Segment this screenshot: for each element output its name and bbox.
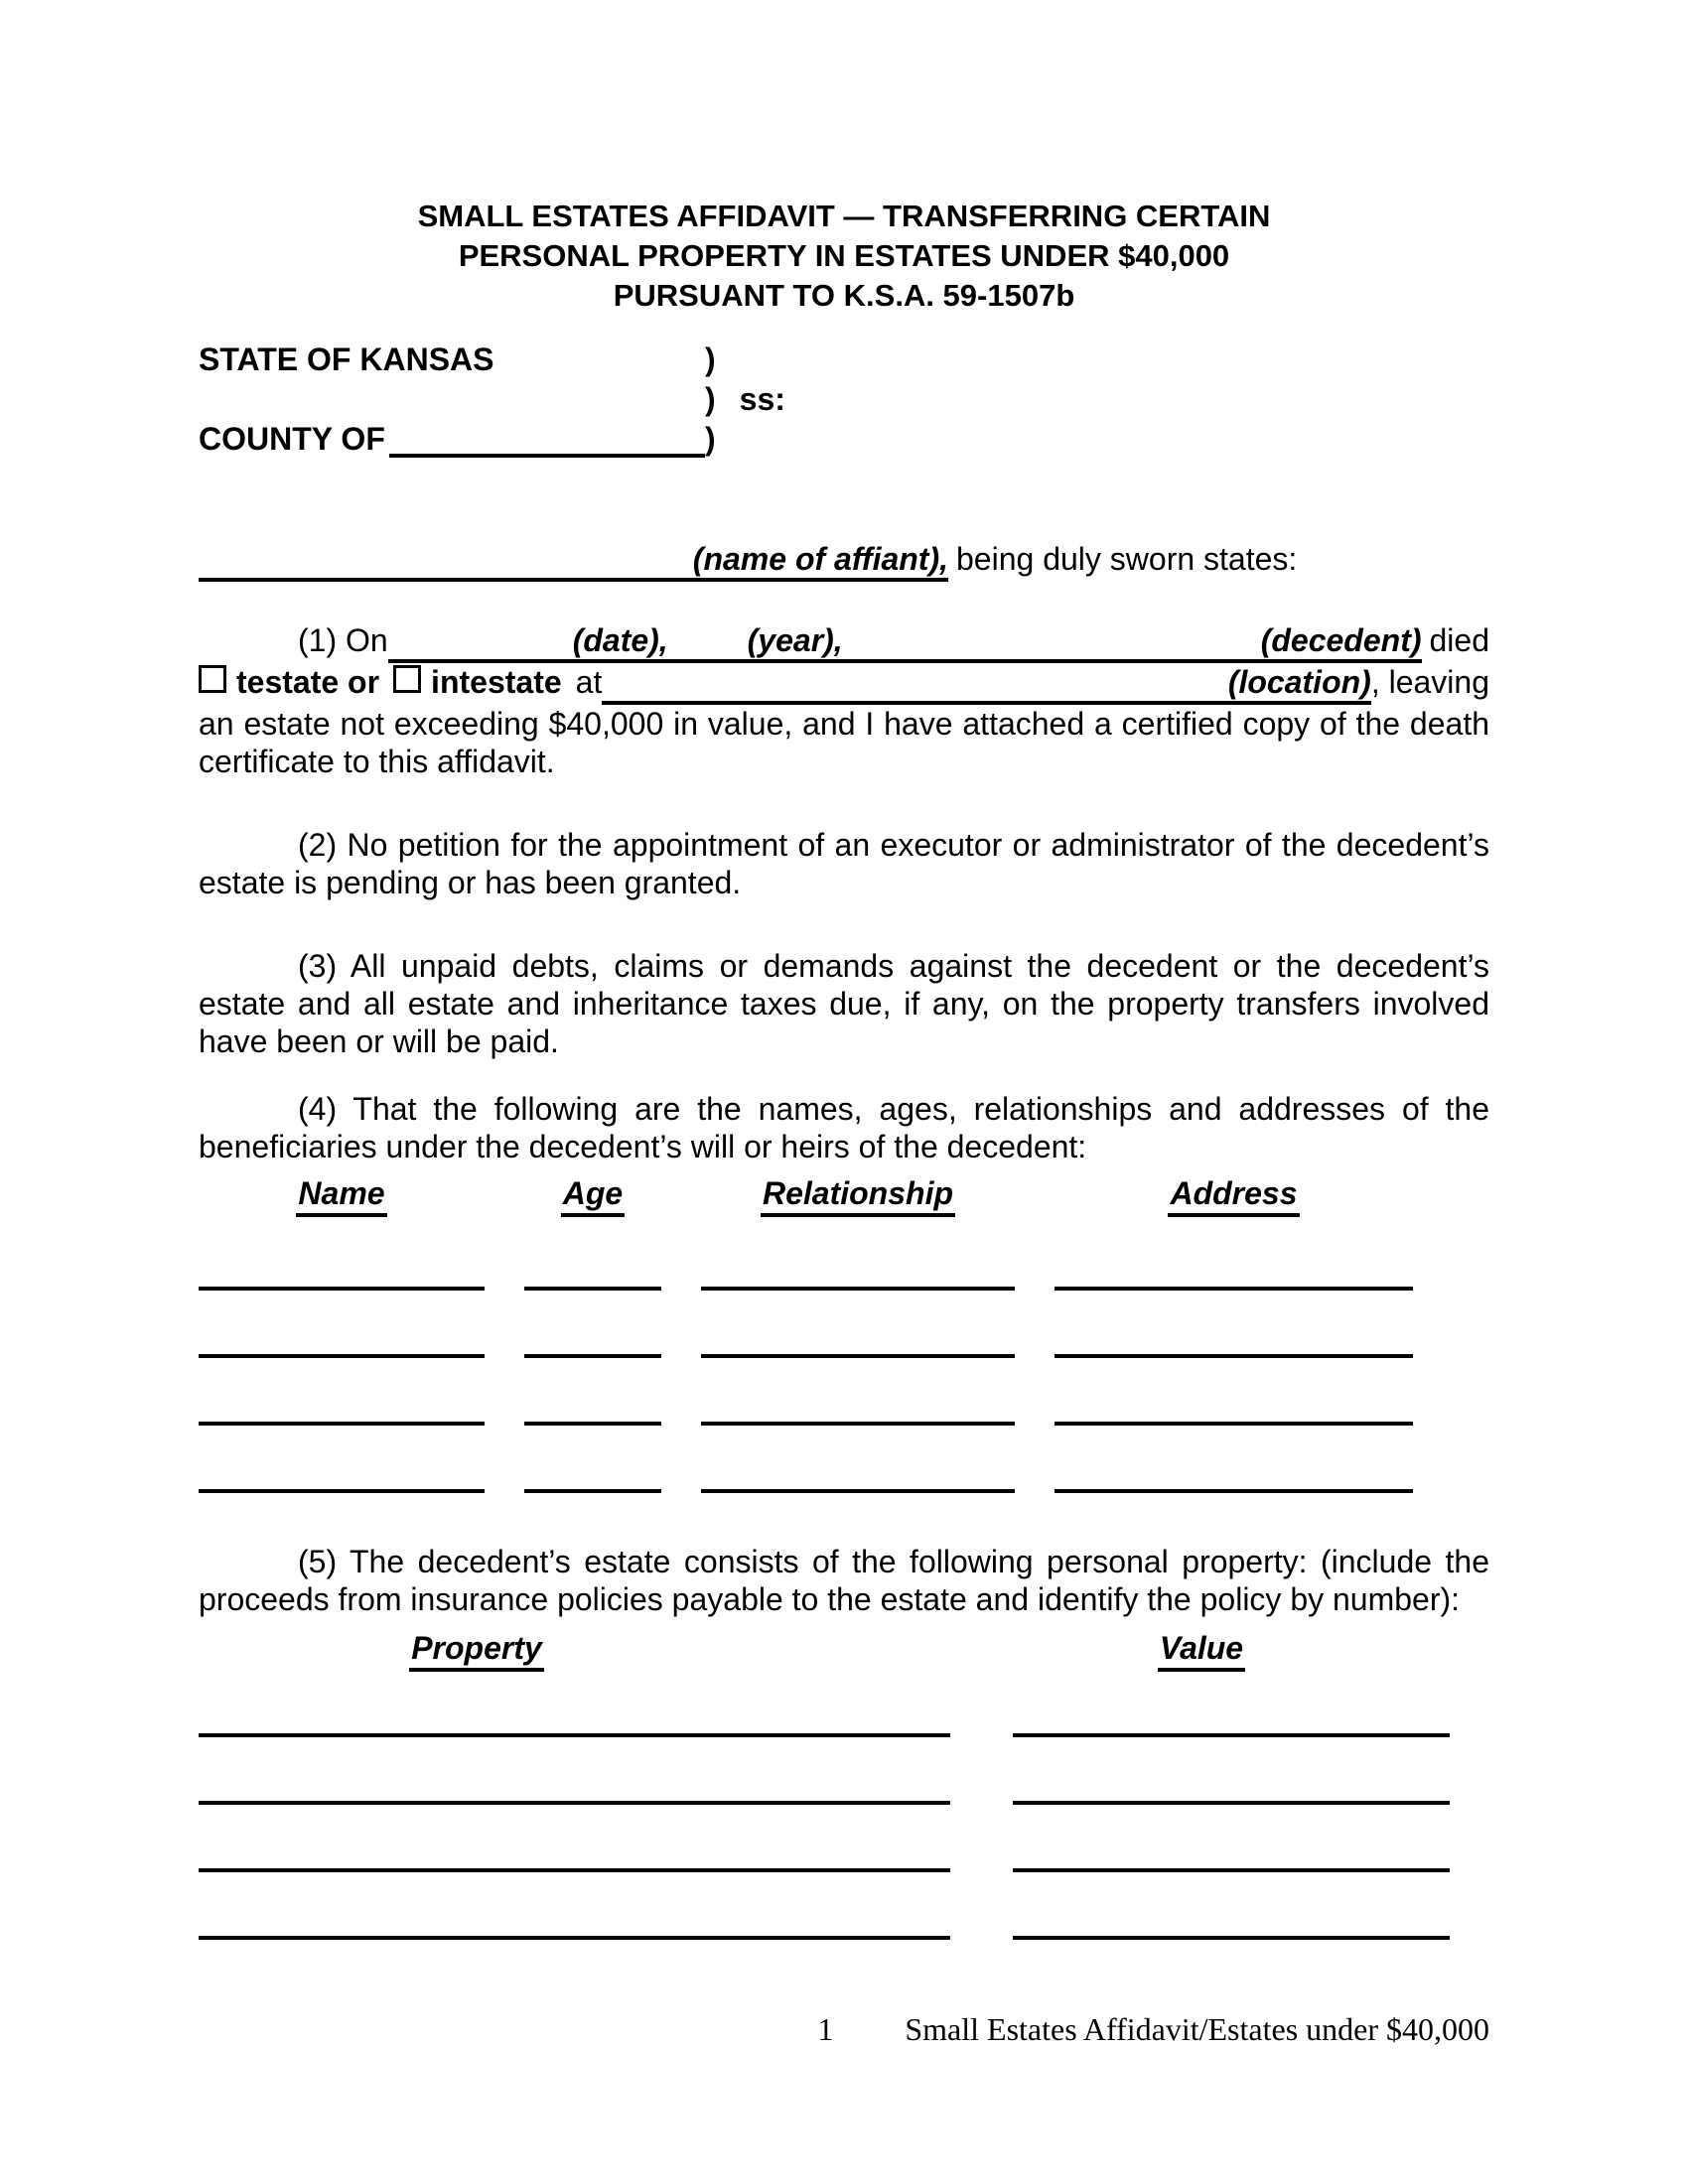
venue-paren-2: ) — [705, 381, 716, 417]
paragraph-3: (3) All unpaid debts, claims or demands against the decedent or the decedent’s estate and all estate and inheritance taxes due, if any, on the property transfers involved have been or will be paid. — [199, 948, 1489, 1059]
property-row — [199, 1805, 1489, 1872]
beneficiary-address-blank — [1055, 1291, 1413, 1358]
paragraph-1-body: an estate not exceeding $40,000 in value, and I have attached a certified copy of the death certificate to this affidavit. — [199, 706, 1489, 779]
beneficiary-address-blank — [1055, 1358, 1413, 1426]
paragraph-1-line-1 — [199, 621, 1489, 663]
beneficiaries-header-relationship: Relationship — [761, 1175, 955, 1217]
state-of-kansas-label: STATE OF KANSAS — [199, 341, 494, 377]
property-row — [199, 1670, 1489, 1737]
beneficiaries-header-row — [199, 1175, 1489, 1215]
property-blank — [199, 1670, 950, 1737]
beneficiary-age-blank — [524, 1291, 661, 1358]
property-row — [199, 1737, 1489, 1805]
leaving-text: , leaving — [1370, 664, 1489, 700]
document-title-line-3: PURSUANT TO K.S.A. 59-1507b — [613, 278, 1075, 313]
affiant-name-blank — [199, 540, 948, 582]
p1-prefix-text: (1) On — [298, 622, 388, 658]
decedent-blank — [843, 621, 1422, 663]
property-blank — [199, 1805, 950, 1872]
paragraph-5: (5) The decedent’s estate consists of the following personal property: (include the proceeds from insurance policies payable to the estate and identify the policy by number): — [199, 1544, 1489, 1617]
location-blank — [602, 663, 1370, 705]
at-text: at — [575, 664, 603, 700]
date-blank — [388, 621, 668, 663]
beneficiaries-header-address: Address — [1168, 1175, 1299, 1217]
intestate-checkbox — [393, 665, 421, 693]
location-label: (location) — [1227, 664, 1371, 700]
property-table — [199, 1670, 1489, 1940]
beneficiary-name-blank — [199, 1358, 485, 1426]
beneficiary-age-blank — [524, 1426, 661, 1493]
page-content — [199, 0, 1489, 1940]
property-header-row — [199, 1630, 1489, 1670]
value-blank — [1013, 1872, 1450, 1940]
beneficiary-relationship-blank — [701, 1426, 1015, 1493]
beneficiary-relationship-blank — [701, 1291, 1015, 1358]
year-blank — [668, 621, 843, 663]
county-of-label: COUNTY OF — [199, 421, 385, 457]
footer-doc-label: Small Estates Affidavit/Estates under $40,000 — [905, 2011, 1489, 2047]
beneficiary-row — [199, 1358, 1489, 1426]
venue-row-state — [199, 341, 1489, 381]
testate-label: testate or — [236, 664, 380, 700]
ss-label: ss: — [739, 381, 785, 417]
name-of-affiant-label: (name of affiant), — [692, 541, 948, 577]
venue-row-ss — [199, 381, 1489, 421]
paragraph-4: (4) That the following are the names, ages, relationships and addresses of the beneficiaries under the decedent’s will or heirs of the decedent: — [199, 1091, 1489, 1164]
beneficiary-age-blank — [524, 1223, 661, 1291]
year-label: (year), — [747, 622, 843, 658]
property-header: Property — [409, 1630, 544, 1672]
paragraph-1 — [199, 621, 1489, 780]
beneficiary-row — [199, 1426, 1489, 1493]
value-header: Value — [1158, 1630, 1245, 1672]
value-blank — [1013, 1737, 1450, 1805]
beneficiary-name-blank — [199, 1426, 485, 1493]
beneficiary-age-blank — [524, 1358, 661, 1426]
document-title — [199, 197, 1489, 316]
date-label: (date), — [572, 622, 668, 658]
property-row — [199, 1872, 1489, 1940]
value-blank — [1013, 1670, 1450, 1737]
affiant-line — [199, 540, 1489, 582]
beneficiaries-header-name: Name — [296, 1175, 386, 1217]
beneficiaries-table — [199, 1223, 1489, 1493]
beneficiary-address-blank — [1055, 1426, 1413, 1493]
paragraph-1-line-2 — [199, 663, 1489, 705]
beneficiaries-header-age: Age — [561, 1175, 625, 1217]
property-blank — [199, 1737, 950, 1805]
beneficiary-address-blank — [1055, 1223, 1413, 1291]
value-blank — [1013, 1805, 1450, 1872]
sworn-states-text: being duly sworn states: — [956, 541, 1298, 577]
page-footer — [199, 2011, 1489, 2048]
venue-paren-1: ) — [705, 341, 716, 377]
intestate-label: intestate — [431, 664, 562, 700]
beneficiary-row — [199, 1223, 1489, 1291]
property-blank — [199, 1872, 950, 1940]
died-text: died — [1429, 622, 1489, 658]
beneficiary-relationship-blank — [701, 1358, 1015, 1426]
beneficiary-name-blank — [199, 1223, 485, 1291]
document-title-line-1: SMALL ESTATES AFFIDAVIT — TRANSFERRING CERTAIN — [417, 199, 1271, 233]
beneficiary-relationship-blank — [701, 1223, 1015, 1291]
paragraph-2: (2) No petition for the appointment of an executor or administrator of the decedent’s estate is pending or has been granted. — [199, 827, 1489, 900]
county-name-blank — [389, 421, 705, 458]
decedent-label: (decedent) — [1260, 622, 1422, 658]
venue-paren-3: ) — [705, 421, 716, 457]
page-number: 1 — [817, 2011, 834, 2047]
venue-block — [199, 341, 1489, 461]
beneficiary-name-blank — [199, 1291, 485, 1358]
document-title-line-2: PERSONAL PROPERTY IN ESTATES UNDER $40,000 — [458, 238, 1230, 273]
beneficiary-row — [199, 1291, 1489, 1358]
testate-checkbox — [199, 665, 226, 693]
venue-row-county — [199, 421, 1489, 461]
